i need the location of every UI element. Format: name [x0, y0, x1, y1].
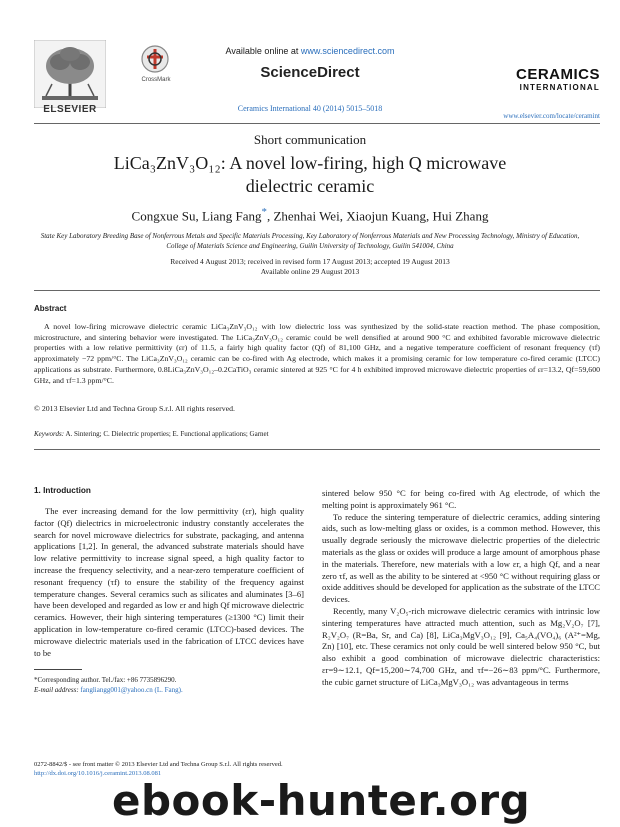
crossmark-icon[interactable]: [140, 44, 170, 74]
journal-logo-line2: INTERNATIONAL: [519, 83, 600, 92]
issn-line: 0272-8842/$ - see front matter © 2013 Elsevier Ltd and Techna Group S.r.l. All rights reserved.: [34, 761, 283, 768]
footnote: [34, 675, 304, 695]
header-rule: [34, 123, 600, 124]
received-dates: Received 4 August 2013; received in revised form 17 August 2013; accepted 19 August 2013: [170, 257, 450, 266]
sciencedirect-logo: ScienceDirect: [260, 64, 360, 81]
journal-url-link[interactable]: www.elsevier.com/locate/ceramint: [503, 112, 600, 120]
body-column-right: [322, 488, 600, 689]
availability-prefix: Available online at: [225, 46, 301, 56]
intro-paragraph-3: Recently, many V₂O₅-rich microwave dielectric ceramics with intrinsic low sintering temperatures have attracted much attention, such as Mg₂V₂O₇ [7], R₂V₂O₇ (R=Ba, Sr, and Ca) [8], LiCa₃MgV₃O₁₂ [9], Ca₅A₄(VO₄)₆ (A²⁺=Mg, Zn) [10], etc. These ceramics not only could be well sintered below 950 °C, but also exhibit a good combination of microwave dielectric characteristics: εr=9∼12.1, Qf=15,200∼74,700 GHz, and τf=−26∼83 ppm/°C. Furthermore, the cubic garnet structure of LiCa₃MgV₃O₁₂ was advantageous in terms: [322, 605, 600, 687]
affiliation: State Key Laboratory Breeding Base of Nonferrous Metals and Specific Materials Processing, Key Laboratory of Nonferrous Materials and New Processing Technology, Ministry of Education, College of Materials Science and Engineering, Guilin University of Technology, Guilin 541004, China: [40, 232, 580, 250]
article-type: Short communication: [253, 132, 367, 147]
journal-logo-line1: CERAMICS: [515, 66, 600, 83]
available-date: Available online 29 August 2013: [260, 267, 360, 276]
corresponding-author-note: *Corresponding author. Tel./fax: +86 7735896290.: [34, 676, 177, 684]
keywords-label: Keywords:: [34, 430, 65, 438]
intro-paragraph-continued: sintered below 950 °C for being co-fired with Ag electrode, of which the melting point is approximately 961 °C.: [322, 488, 600, 510]
abstract-paragraph: A novel low-firing microwave dielectric ceramic LiCa₃ZnV₃O₁₂ with low dielectric loss was synthesized by the solid-state reaction method. The phase composition, microstructure, and sintering behavior were investigated. The LiCa₃ZnV₃O₁₂ ceramic could be well densified at around 900 °C and exhibited favorable microwave dielectric properties with a low relative permittivity (εr) of 11.5, a fairly high quality factor (Qf) of 81,100 GHz, and a negative temperature coefficient of resonant frequency (τf) approximately −72 ppm/°C. The LiCa₃ZnV₃O₁₂ ceramic can be co-fired with Ag electrode, which makes it a promising ceramic for low temperature co-fired ceramic (LTCC) applications as substrate. Furthermore, 0.8LiCa₃ZnV₃O₁₂–0.2CaTiO₃ ceramic sintered at 925 °C for 4 h exhibited improved microwave dielectric properties of εr=13.2, Qf=59,600 GHz, and τf=1.3 ppm/°C.: [34, 322, 600, 385]
abstract-bottom-rule: [34, 449, 600, 450]
doi-link[interactable]: http://dx.doi.org/10.1016/j.ceramint.2013.08.081: [34, 770, 162, 777]
author-list: [30, 206, 590, 224]
journal-reference-link[interactable]: Ceramics International 40 (2014) 5015–5018: [237, 104, 383, 113]
keywords-list: A. Sintering; C. Dielectric properties; E. Functional applications; Garnet: [64, 430, 269, 438]
sciencedirect-link[interactable]: www.sciencedirect.com: [300, 46, 395, 56]
body-column-left: [34, 506, 304, 659]
title-line-1: LiCa₃ZnV₃O₁₂: A novel low-firing, high Q microwave: [113, 153, 507, 173]
abstract-copyright: © 2013 Elsevier Ltd and Techna Group S.r.l. All rights reserved.: [34, 404, 235, 413]
publisher-name: ELSEVIER: [43, 104, 97, 115]
abstract-top-rule: [34, 290, 600, 291]
availability-line: [190, 46, 430, 56]
footnote-rule: [34, 669, 82, 670]
corresponding-author-mark[interactable]: *: [261, 206, 267, 218]
abstract-heading: Abstract: [34, 304, 67, 313]
journal-logo: [490, 66, 600, 92]
abstract-body: [34, 322, 600, 386]
section-heading-introduction: 1. Introduction: [34, 486, 91, 495]
email-label: E-mail address:: [34, 686, 81, 694]
authors-rest: , Zhenhai Wei, Xiaojun Kuang, Hui Zhang: [266, 208, 489, 224]
elsevier-tree-logo-icon: [34, 40, 106, 108]
authors-first: Congxue Su, Liang Fang: [131, 208, 262, 224]
author-email-link[interactable]: fangliangg001@yahoo.cn (L. Fang).: [80, 686, 183, 694]
crossmark-label: CrossMark: [141, 77, 171, 83]
intro-paragraph-1: The ever increasing demand for the low permittivity (εr), high quality factor (Qf) dielectrics in microelectronic industry constantly accelerates the search for novel microwave dielectrics for substrate, packaging, and antenna applications [1,2]. In general, the advanced substrate materials should have low relative permittivity to increase signal speed, a high quality factor to increase the frequency selectivity, and a near-zero temperature coefficient of resonant frequency (τf) to ensure the stability of the frequency against temperature changes. Several ceramics such as silicates and aluminates [3–6] have been developed and regarded as low εr and high Qf microwave dielectric ceramics. However, their high sintering temperatures (≥1300 °C) limit their application in low-temperature co-fired ceramic (LTCC)-based devices. The microwave dielectric materials used in the fabrication of LTCC devices have to be: [34, 506, 304, 658]
watermark: ebook-hunter.org: [112, 776, 531, 825]
article-dates: [60, 257, 560, 277]
article-title: [40, 152, 580, 198]
intro-paragraph-2: To reduce the sintering temperature of dielectric ceramics, adding sintering aids, such as low-melting glass or oxides, is a common method. However, this usually degrade seriously the microwave dielectric properties of the dielectric materials as the glass or oxides will produce a large amount of amorphous phase in the materials. Therefore, new materials with a low εr, a high Qf, and a near zero τf, as well as the ability to be sintered at <950 °C without requiring glass or oxide additives should be developed for application as the substrate of the LTCC devices.: [322, 511, 600, 605]
keywords: [34, 430, 269, 438]
title-line-2: dielectric ceramic: [245, 176, 375, 196]
